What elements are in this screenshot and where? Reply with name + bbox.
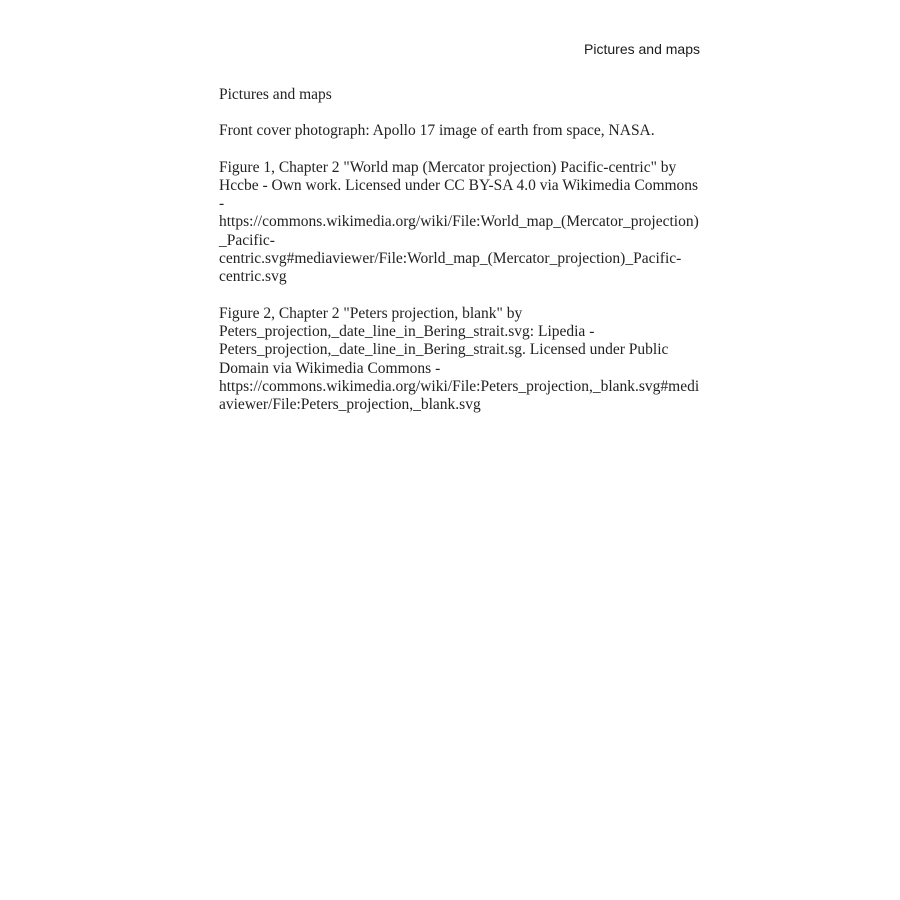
section-heading: Pictures and maps <box>219 86 332 103</box>
credit-entry-cover: Front cover photograph: Apollo 17 image of earth from space, NASA. <box>219 122 655 140</box>
credit-entry-figure-1: Figure 1, Chapter 2 "World map (Mercator projection) Pacific-centric" by Hccbe - Own work. Licensed under CC BY-SA 4.0 via Wikimedia Commons - https://commons.wikimedia.org/wiki/File:World_map_(Mercator_projection)_Pacific-centric.svg#mediaviewer/File:World_map_(Mercator_projection)_Pacific-centric.svg <box>219 158 699 286</box>
credit-entry-figure-2: Figure 2, Chapter 2 "Peters projection, blank" by Peters_projection,_date_line_in_Bering_strait.svg: Lipedia - Peters_projection,_date_line_in_Bering_strait.sg. Licensed under Public Domain via Wikimedia Commons - https://commons.wikimedia.org/wiki/File:Peters_projection,_blank.svg#mediaviewer/File:Peters_projection,_blank.svg <box>219 304 700 414</box>
credits-section <box>219 86 704 432</box>
running-header: Pictures and maps <box>584 41 700 57</box>
